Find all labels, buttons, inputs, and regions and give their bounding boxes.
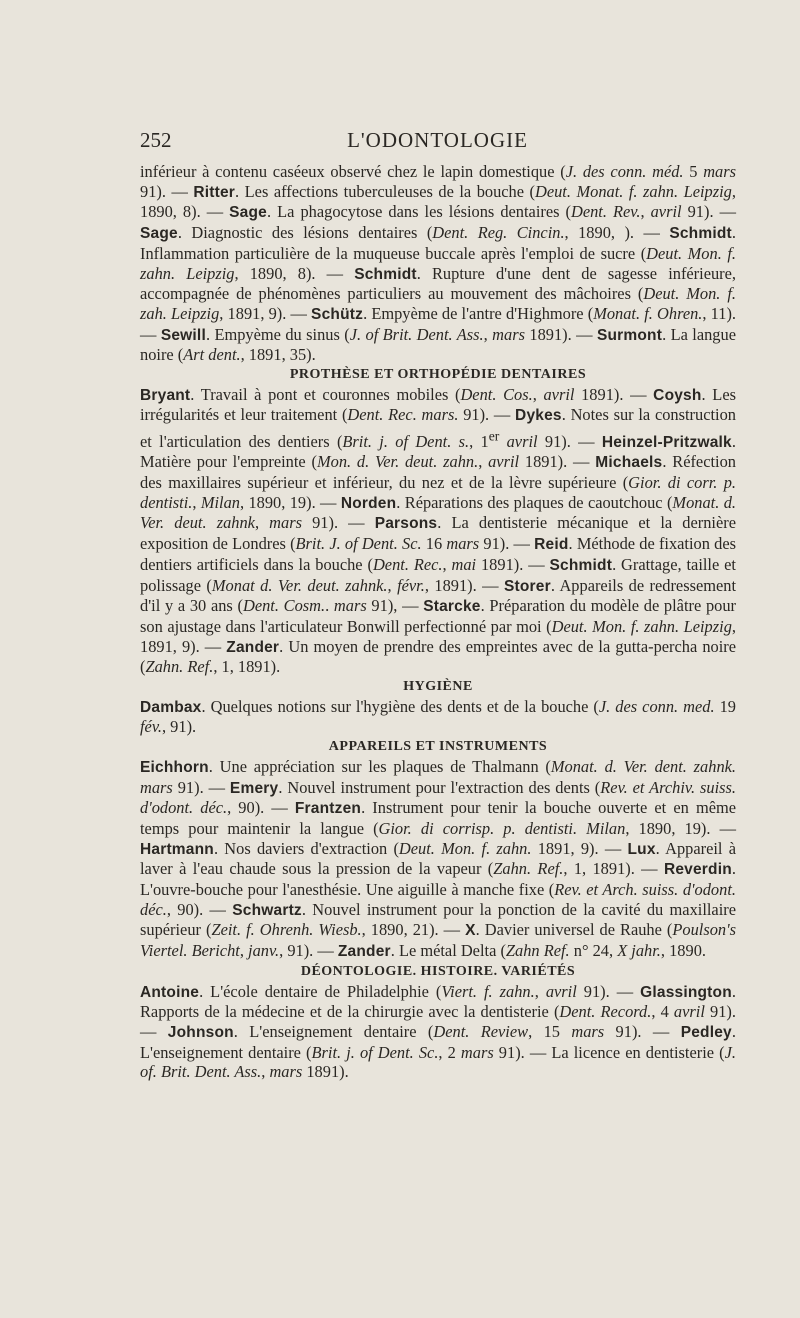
section-heading: DÉONTOLOGIE. HISTOIRE. VARIÉTÉS [300, 963, 576, 979]
section-paragraph [140, 982, 736, 1083]
section-paragraph [140, 385, 736, 677]
section-appareils [140, 737, 736, 962]
section-text: Eichhorn. Une appréciation sur les plaques de Thalmann (Monat. d. Ver. dent. zahnk. mars 91). — Emery. Nouvel instrument pour l'extraction des dents (Rev. et Archiv. suiss. d'odont. déc., 90). — Frantzen. Instrument pour tenir la bouche ouverte et en même temps pour maintenir la langue (Gior. di corrisp. p. dentisti. Milan, 1890, 19). — Hartmann. Nos daviers d'extraction (Deut. Mon. f. zahn. 1891, 9). — Lux. Appareil à laver à l'eau chaude sous la pression de la vapeur (Zahn. Ref., 1, 1891). — Reverdin. L'ouvre-bouche pour l'anesthésie. Une aiguille à manche fixe (Rev. et Arch. suiss. d'odont. déc., 90). — Schwartz. Nouvel instrument pour la ponction de la cavité du maxillaire supérieur (Zeit. f. Ohrenh. Wiesb., 1890, 21). — X. Davier universel de Rauhe (Poulson's Viertel. Bericht, janv., 91). — Zander. Le métal Delta (Zahn Ref. n° 24, X jahr., 1890. [140, 756, 737, 961]
page-header [140, 128, 735, 154]
running-title: L'ODONTOLOGIE [347, 128, 528, 152]
section-text: Dambax. Quelques notions sur l'hygiène des dents et de la bouche (J. des conn. med. 19 fév., 91). [140, 696, 736, 737]
section-paragraph [140, 757, 736, 962]
section-paragraph [140, 697, 736, 737]
section-heading: APPAREILS ET INSTRUMENTS [328, 739, 548, 755]
intro-paragraph [140, 162, 736, 365]
section-heading: PROTHÈSE ET ORTHOPÉDIE DENTAIRES [289, 367, 587, 383]
section-hygiene [140, 677, 736, 737]
intro-text: inférieur à contenu caséeux observé chez le lapin domestique (J. des conn. méd. 5 mars 91). — Ritter. Les affections tuberculeuses de la bouche (Deut. Monat. f. zahn. Leipzig, 1890, 8). — Sage. La phagocytose dans les lésions dentaires (Dent. Rev., avril 91). — Sage. Diagnostic des lésions dentaires (Dent. Reg. Cincin., 1890, ). — Schmidt. Inflammation particulière de la muqueuse buccale après l'emploi de sucre (Deut. Mon. f. zahn. Leipzig, 1890, 8). — Schmidt. Rupture d'une dent de sagesse inférieure, accompagnée de phénomènes particuliers au mouvement des mâchoires (Deut. Mon. f. zah. Leipzig, 1891, 9). — Schütz. Empyème de l'antre d'Highmore (Monat. f. Ohren., 11). — Sewill. Empyème du sinus (J. of Brit. Dent. Ass., mars 1891). — Surmont. La langue noire (Art dent., 1891, 35). [140, 162, 737, 365]
section-text: Antoine. L'école dentaire de Philadelphie (Viert. f. zahn., avril 91). — Glassington. Rapports de la médecine et de la chirurgie avec la dentisterie (Dent. Record., 4 avril 91). — Johnson. L'enseignement dentaire (Dent. Review, 15 mars 91). — Pedley. L'enseignement dentaire (Brit. j. of Dent. Sc., 2 mars 91). — La licence en dentisterie (J. of. Brit. Dent. Ass., mars 1891). [140, 981, 736, 1082]
page-number: 252 [140, 128, 172, 152]
section-deontologie [140, 962, 736, 1082]
body-text [140, 162, 736, 1082]
section-text: Bryant. Travail à pont et couronnes mobiles (Dent. Cos., avril 1891). — Coysh. Les irrégularités et leur traitement (Dent. Rec. mars. 91). — Dykes. Notes sur la construction et l'articulation des dentiers (Brit. j. of Dent. s., 1er avril 91). — Heinzel-Pritzwalk. Matière pour l'empreinte (Mon. d. Ver. deut. zahn., avril 1891). — Michaels. Réfection des maxillaires supérieur et inférieur, du nez et de la lèvre supérieure (Gior. di corr. p. dentisti., Milan, 1890, 19). — Norden. Réparations des plaques de caoutchouc (Monat. d. Ver. deut. zahnk, mars 91). — Parsons. La dentisterie mécanique et la dernière exposition de Londres (Brit. J. of Dent. Sc. 16 mars 91). — Reid. Méthode de fixation des dentiers artificiels dans la bouche (Dent. Rec., mai 1891). — Schmidt. Grattage, taille et polissage (Monat d. Ver. deut. zahnk., févr., 1891). — Storer. Appareils de redressement d'il y a 30 ans (Dent. Cosm.. mars 91), — Starcke. Préparation du modèle de plâtre pour son ajustage dans l'articulateur Bonwill perfectionné par moi (Deut. Mon. f. zahn. Leipzig, 1891, 9). — Zander. Un moyen de prendre des empreintes avec de la gutta-percha noire (Zahn. Ref., 1, 1891). [140, 384, 737, 677]
section-prothese [140, 365, 736, 677]
section-heading: HYGIÈNE [403, 679, 473, 695]
